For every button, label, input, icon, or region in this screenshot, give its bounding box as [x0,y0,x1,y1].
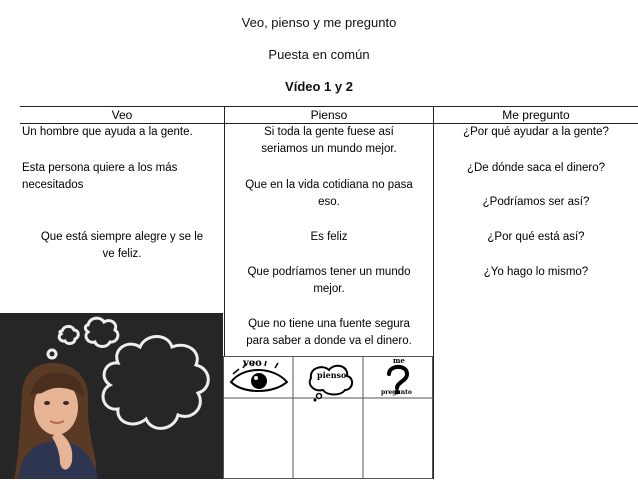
pienso-line: Que en la vida cotidiana no pasa [245,179,413,191]
veo-line: Un hombre que ayuda a la gente. [22,126,193,138]
pregunto-line: ¿Yo hago lo mismo? [483,266,589,278]
pienso-line: Que no tiene una fuente segura [248,318,410,330]
video-label: Vídeo 1 y 2 [285,79,353,94]
column-header-veo: Veo [111,108,133,122]
veo-line: Que está siempre alegre y se le [40,231,204,243]
pienso-line: mejor. [313,283,345,295]
veo-line: necesitados [22,179,84,191]
mini-label-pregunto: pregunto [381,389,412,396]
pienso-line: eso. [318,196,340,208]
pregunto-line: ¿De dónde saca el dinero? [466,162,606,174]
pienso-line: Es feliz [310,231,348,243]
page-title: Veo, pienso y me pregunto [241,15,397,30]
page-subtitle: Puesta en común [268,47,370,62]
pienso-line: Que podríamos tener un mundo [247,266,411,278]
mini-label-me: me [393,356,405,365]
column-header-pienso: Pienso [310,108,348,122]
thinking-girl-image [0,313,223,479]
veo-line: Esta persona quiere a los más [22,162,178,174]
column-header-me-pregunto: Me pregunto [502,108,570,122]
mini-label-veo: veo [243,358,262,369]
pregunto-line: ¿Por qué ayudar a la gente? [463,126,609,138]
pregunto-line: ¿Por qué está así? [487,231,585,243]
pienso-line: seriamos un mundo mejor. [261,143,397,155]
mini-label-pienso: pienso [317,370,347,380]
pregunto-line: ¿Podríamos ser así? [482,196,590,208]
chalkboard-illustration [0,313,223,479]
pienso-line: para saber a donde va el dinero. [246,335,412,347]
pienso-line: Si toda la gente fuese así [264,126,394,138]
veo-line: ve feliz. [102,248,142,260]
icon-mini-table [223,356,434,479]
